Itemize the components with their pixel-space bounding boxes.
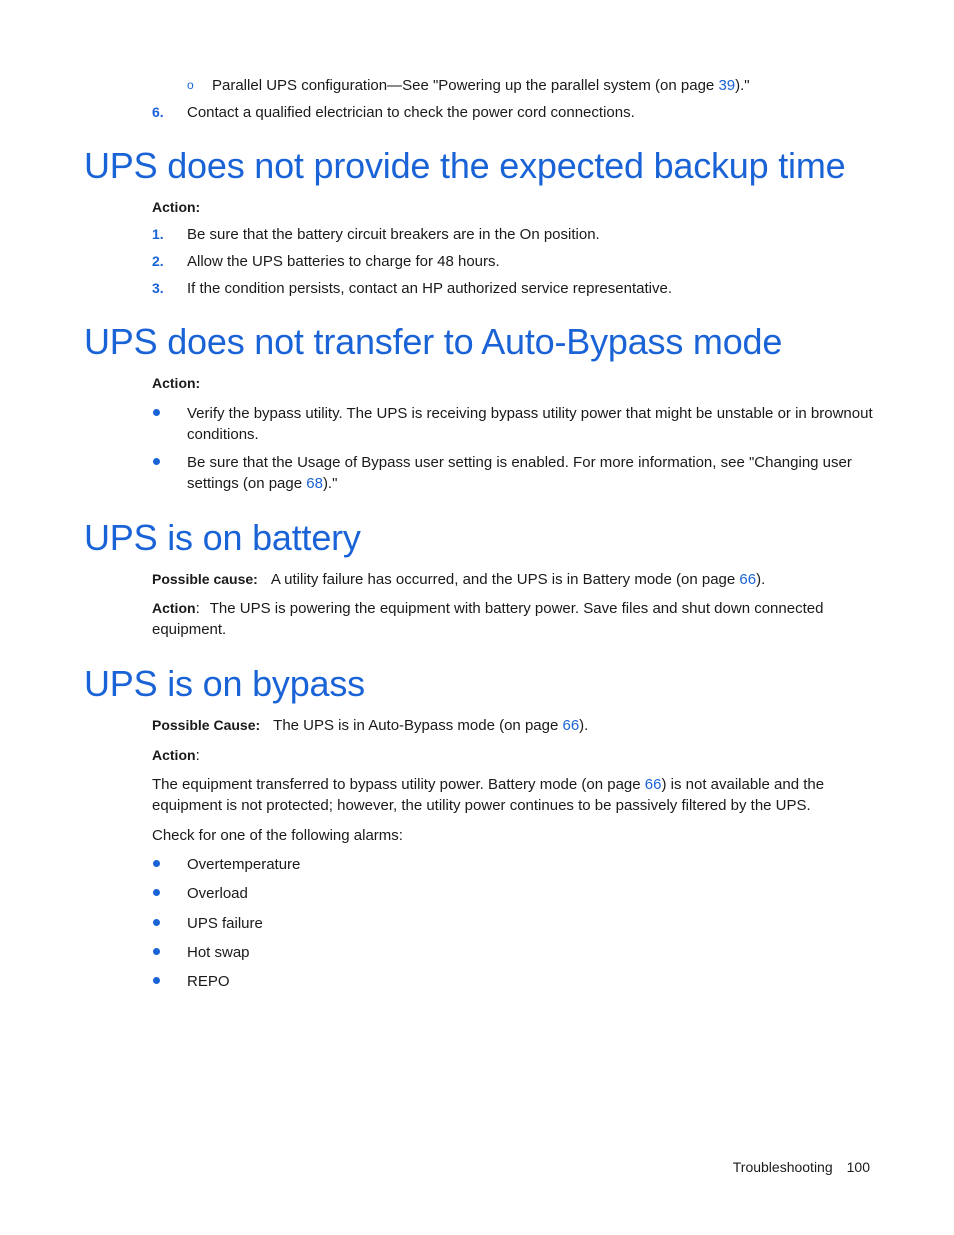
possible-cause-text: The UPS is in Auto-Bypass mode (on page (273, 717, 563, 734)
action-text: The UPS is powering the equipment with battery power. Save files and shut down connected equipment. (152, 600, 824, 638)
bullet-text: Be sure that the Usage of Bypass user setting is enabled. For more information, see "Changing user settings (on page (187, 454, 852, 492)
step-number: 1. (152, 226, 164, 242)
sub-bullet-text: Parallel UPS configuration—See "Powering up the parallel system (on page (212, 77, 719, 94)
alarm-item: Hot swap (187, 944, 250, 961)
possible-cause-label: Possible Cause: (152, 717, 261, 733)
action-label-row (152, 745, 200, 766)
bullet-dot (153, 860, 160, 867)
sub-bullet-tail: )." (735, 77, 750, 94)
bullet-dot (153, 977, 160, 984)
page-link-66[interactable]: 66 (644, 776, 662, 793)
section-heading-on-battery: UPS is on battery (84, 517, 361, 558)
action-separator: : (195, 600, 200, 617)
action-label: Action: (152, 375, 201, 391)
possible-cause-row (152, 715, 588, 736)
action-separator: : (195, 747, 200, 764)
alarms-intro: Check for one of the following alarms: (152, 827, 403, 844)
action-label: Action (152, 747, 196, 763)
step-6-text: Contact a qualified electrician to check the power cord connections. (187, 104, 635, 121)
action-paragraph (152, 598, 852, 640)
page-link-66[interactable]: 66 (739, 571, 757, 588)
sub-bullet-marker: o (187, 78, 194, 92)
alarm-item: Overtemperature (187, 856, 301, 873)
bypass-text: The equipment transferred to bypass utility power. Battery mode (on page (152, 776, 645, 793)
section-heading-backup-time: UPS does not provide the expected backup time (84, 145, 846, 186)
sub-bullet-parallel-ups (212, 75, 750, 96)
bullet-dot (153, 458, 160, 465)
footer-section: Troubleshooting (732, 1159, 833, 1175)
action-label: Action: (152, 199, 201, 215)
page-link-66[interactable]: 66 (562, 717, 580, 734)
step-number: 3. (152, 280, 164, 296)
bypass-text-tail: ) is not available and the equipment is not protected; however, the utility power continues to be passively filtered by the UPS. (152, 776, 825, 814)
bullet-verify-bypass: Verify the bypass utility. The UPS is receiving bypass utility power that might be unstable or in brownout conditions. (187, 405, 873, 443)
bullet-dot (153, 409, 160, 416)
alarm-item: REPO (187, 973, 230, 990)
possible-cause-tail: ). (579, 717, 589, 734)
section-heading-on-bypass: UPS is on bypass (84, 663, 365, 704)
action-label: Action (152, 600, 196, 616)
step-number-6: 6. (152, 104, 164, 120)
page-link-39[interactable]: 39 (718, 77, 736, 94)
step-number: 2. (152, 253, 164, 269)
step-text: If the condition persists, contact an HP authorized service representative. (187, 280, 672, 297)
possible-cause-tail: ). (756, 571, 766, 588)
step-text: Allow the UPS batteries to charge for 48 hours. (187, 253, 500, 270)
bullet-dot (153, 919, 160, 926)
page-number: 100 (846, 1159, 870, 1175)
step-text: Be sure that the battery circuit breakers are in the On position. (187, 226, 600, 243)
alarm-item: Overload (187, 885, 248, 902)
possible-cause-label: Possible cause: (152, 571, 258, 587)
bypass-description (152, 774, 852, 816)
bullet-usage-of-bypass (187, 452, 867, 494)
page-footer (733, 1157, 870, 1178)
section-heading-auto-bypass: UPS does not transfer to Auto-Bypass mode (84, 321, 783, 362)
possible-cause-row (152, 569, 765, 590)
alarm-item: UPS failure (187, 915, 263, 932)
bullet-dot (153, 889, 160, 896)
bullet-dot (153, 948, 160, 955)
possible-cause-text: A utility failure has occurred, and the UPS is in Battery mode (on page (270, 571, 740, 588)
page-link-68[interactable]: 68 (306, 475, 323, 492)
bullet-tail: )." (322, 475, 338, 492)
